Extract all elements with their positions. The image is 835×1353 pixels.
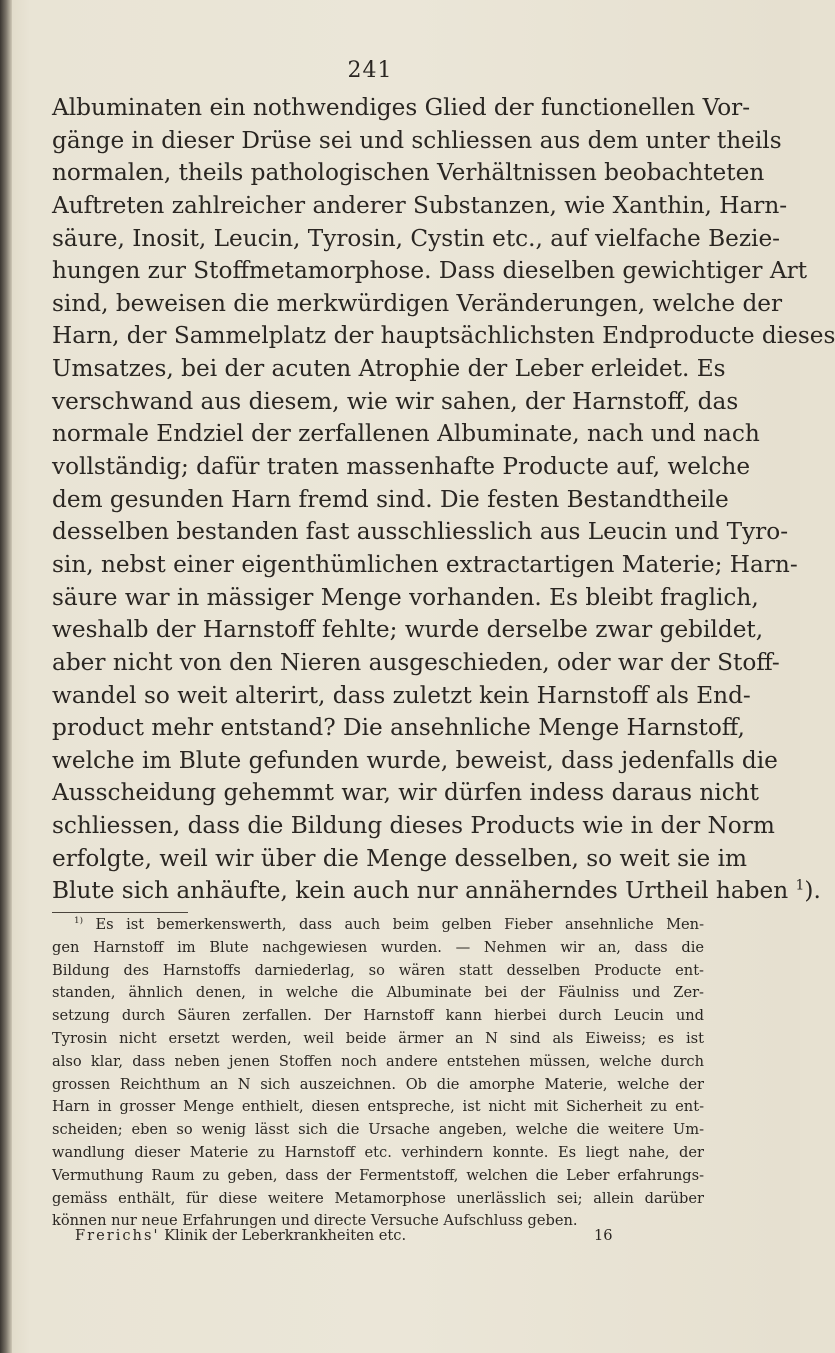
body-line-text: Blute sich anhäufte, kein auch nur annäherndes Urtheil haben — [52, 877, 789, 905]
body-line — [52, 223, 781, 256]
body-line-text: erfolgte, weil wir über die Menge desselben, so weit sie im — [52, 844, 747, 872]
body-line — [52, 190, 788, 223]
footnote-line-text: also klar, dass neben jenen Stoffen noch andere entstehen müssen, welche durch — [52, 1052, 704, 1070]
body-line — [52, 353, 726, 386]
footnote-line-text: grossen Reichthum an N sich auszeichnen. Ob die amorphe Materie, welche der — [52, 1075, 704, 1093]
body-line — [52, 386, 739, 419]
footnote-line — [52, 1096, 704, 1119]
body-line-text: Umsatzes, bei der acuten Atrophie der Leber erleidet. Es — [52, 355, 726, 383]
body-line-text: verschwand aus diesem, wie wir sahen, der Harnstoff, das — [52, 387, 739, 415]
body-line-text: weshalb der Harnstoff fehlte; wurde derselbe zwar gebildet, — [52, 616, 764, 644]
body-line — [52, 647, 780, 680]
body-final-punct: ). — [804, 877, 821, 905]
footnote-line-text: Bildung des Harnstoffs darniederlag, so wären statt desselben Producte ent- — [52, 961, 704, 979]
signature-author: Frerichs' — [75, 1227, 160, 1244]
body-line — [52, 810, 775, 843]
footnote-line-text: Vermuthung Raum zu geben, dass der Fermentstoff, welchen die Leber erfahrungs- — [52, 1166, 704, 1184]
body-line-text: normalen, theils pathologischen Verhältnissen beobachteten — [52, 159, 765, 187]
body-line — [52, 516, 789, 549]
signature-line — [75, 1226, 615, 1246]
body-line-text: sin, nebst einer eigenthümlichen extractartigen Materie; Harn- — [52, 550, 798, 578]
body-line — [52, 451, 751, 484]
body-line-text: welche im Blute gefunden wurde, beweist, dass jedenfalls die — [52, 746, 778, 774]
footnote-line — [52, 1028, 704, 1051]
footnote-line — [52, 1165, 704, 1188]
signature-title: Klinik der Leberkrankheiten etc. — [164, 1227, 407, 1244]
signature-sheet-number: 16 — [594, 1227, 613, 1244]
body-line — [52, 549, 798, 582]
body-line-text: hungen zur Stoffmetamorphose. Dass dieselben gewichtiger Art — [52, 257, 808, 285]
footnote-line — [52, 1051, 704, 1074]
footnote-line — [52, 1005, 704, 1028]
body-line-text: gänge in dieser Drüse sei und schliessen aus dem unter theils — [52, 126, 782, 154]
body-line-text: desselben bestanden fast ausschliesslich aus Leucin und Tyro- — [52, 518, 789, 546]
footnote-line-text: setzung durch Säuren zerfallen. Der Harnstoff kann hierbei durch Leucin und — [52, 1007, 704, 1025]
footnote-line — [52, 1074, 704, 1097]
body-line-text: Harn, der Sammelplatz der hauptsächlichsten Endproducte dieses — [52, 322, 835, 350]
body-line — [52, 843, 747, 876]
body-line-text: normale Endziel der zerfallenen Albuminate, nach und nach — [52, 420, 760, 448]
book-binding-edge — [0, 0, 12, 1353]
body-line-text: Auftreten zahlreicher anderer Substanzen, wie Xanthin, Harn- — [52, 191, 788, 219]
body-line-text: product mehr entstand? Die ansehnliche Menge Harnstoff, — [52, 714, 745, 742]
body-line — [52, 745, 778, 778]
footnote-line — [52, 1119, 704, 1142]
footnote-line-text: Tyrosin nicht ersetzt werden, weil beide ärmer an N sind als Eiweiss; es ist — [52, 1029, 704, 1047]
footnote-separator-rule — [52, 912, 188, 913]
body-line — [52, 582, 759, 615]
footnote-reference: 1 — [795, 877, 805, 894]
body-line — [52, 875, 821, 908]
body-line — [52, 777, 759, 810]
footnote-line — [52, 1142, 704, 1165]
body-line — [52, 712, 745, 745]
body-line-text: vollständig; dafür traten massenhafte Producte auf, welche — [52, 453, 751, 481]
body-line-text: aber nicht von den Nieren ausgeschieden, oder war der Stoff- — [52, 648, 780, 676]
body-line — [52, 614, 764, 647]
page-number: 241 — [347, 58, 393, 83]
footnote-line — [52, 1188, 704, 1211]
body-line-text: säure war in mässiger Menge vorhanden. Es bleibt fraglich, — [52, 583, 759, 611]
body-line-text: sind, beweisen die merkwürdigen Veränderungen, welche der — [52, 289, 783, 317]
body-line — [52, 288, 783, 321]
footnote-line — [52, 960, 704, 983]
body-line — [52, 680, 751, 713]
body-line — [52, 125, 782, 158]
footnote-line-text: können nur neue Erfahrungen und directe Versuche Aufschluss geben. — [52, 1212, 578, 1230]
body-line-text: Ausscheidung gehemmt war, wir dürfen indess daraus nicht — [52, 779, 759, 807]
body-line-text: säure, Inosit, Leucin, Tyrosin, Cystin etc., auf vielfache Bezie- — [52, 224, 781, 252]
body-line — [52, 320, 835, 353]
body-line-text: dem gesunden Harn fremd sind. Die festen Bestandtheile — [52, 485, 729, 513]
footnote-line — [52, 914, 704, 937]
footnote-line-text: scheiden; eben so wenig lässt sich die Ursache angeben, welche die weitere Um- — [52, 1121, 704, 1139]
footnotes — [52, 914, 704, 1233]
footnote-line-text: wandlung dieser Materie zu Harnstoff etc. verhindern konnte. Es liegt nahe, der — [52, 1143, 704, 1161]
body-line-text: Albuminaten ein nothwendiges Glied der functionellen Vor- — [52, 94, 751, 121]
body-line-text: wandel so weit alterirt, dass zuletzt kein Harnstoff als End- — [52, 681, 751, 709]
footnote-line — [52, 982, 704, 1005]
footnote-line — [52, 937, 704, 960]
footnote-marker: 1) — [74, 916, 83, 927]
footnote-line-text: gen Harnstoff im Blute nachgewiesen wurden. — Nehmen wir an, dass die — [52, 938, 704, 956]
body-text — [52, 92, 835, 908]
footnote-line-text: standen, ähnlich denen, in welche die Albuminate bei der Fäulniss und Zer- — [52, 984, 704, 1002]
footnote-line-text: Es ist bemerkenswerth, dass auch beim gelben Fieber ansehnliche Men- — [95, 916, 704, 933]
body-line — [52, 484, 729, 517]
footnote-line-text: gemäss enthält, für diese weitere Metamorphose unerlässlich sei; allein darüber — [52, 1189, 704, 1207]
body-line-text: schliessen, dass die Bildung dieses Products wie in der Norm — [52, 812, 775, 840]
body-line — [52, 92, 751, 125]
body-line — [52, 418, 760, 451]
body-line — [52, 157, 765, 190]
body-line — [52, 255, 808, 288]
footnote-line-text: Harn in grosser Menge enthielt, diesen entspreche, ist nicht mit Sicherheit zu ent- — [52, 1098, 704, 1116]
